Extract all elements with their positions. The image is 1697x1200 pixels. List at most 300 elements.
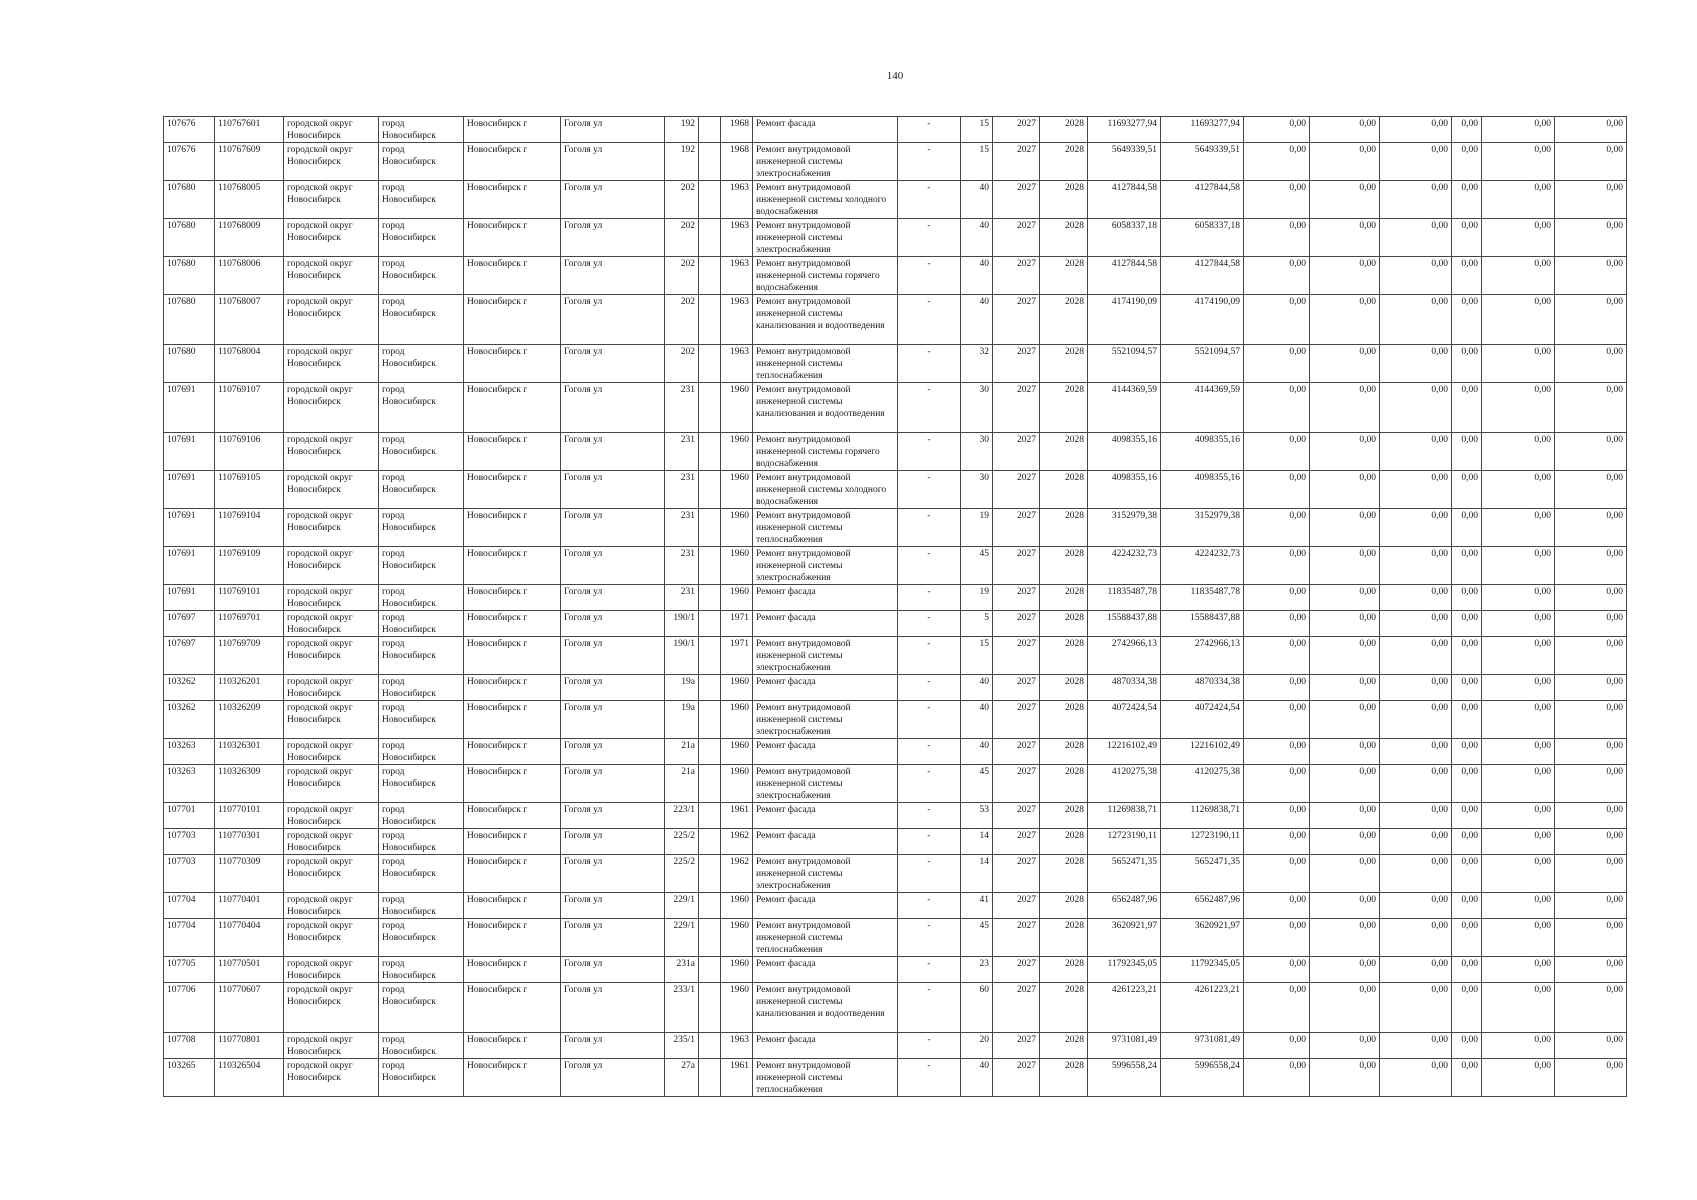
dash-cell: - (898, 143, 961, 181)
work-code-cell: 110769709 (215, 637, 284, 675)
house-number-cell: 229/1 (665, 893, 699, 919)
work-type-cell: Ремонт внутридомовой инженерной системы электроснабжения (753, 701, 898, 739)
value-cell-4: 0,00 (1452, 983, 1482, 1033)
city-cell: город Новосибирск (379, 383, 464, 433)
city-cell: город Новосибирск (379, 1059, 464, 1097)
work-type-cell: Ремонт внутридомовой инженерной системы теплоснабжения (753, 345, 898, 383)
value-cell-1: 0,00 (1244, 675, 1310, 701)
value-cell-5: 0,00 (1482, 701, 1555, 739)
record-id-cell: 107691 (164, 433, 215, 471)
end-year-cell: 2028 (1040, 383, 1088, 433)
value-cell-5: 0,00 (1482, 957, 1555, 983)
city-cell: город Новосибирск (379, 739, 464, 765)
work-type-cell: Ремонт внутридомовой инженерной системы электроснабжения (753, 765, 898, 803)
value-cell-3: 0,00 (1380, 919, 1452, 957)
house-number-cell: 235/1 (665, 1033, 699, 1059)
start-year-cell: 2027 (993, 117, 1040, 143)
dash-cell: - (898, 739, 961, 765)
quantity-cell: 20 (961, 1033, 993, 1059)
value-cell-3: 0,00 (1380, 509, 1452, 547)
total-cost-cell: 12723190,11 (1088, 829, 1161, 855)
value-cell-5: 0,00 (1482, 855, 1555, 893)
value-cell-4: 0,00 (1452, 143, 1482, 181)
value-cell-4: 0,00 (1452, 919, 1482, 957)
table-row (164, 585, 1627, 611)
street-cell: Гоголя ул (561, 701, 665, 739)
empty-cell (699, 983, 721, 1033)
house-number-cell: 190/1 (665, 611, 699, 637)
value-cell-4: 0,00 (1452, 383, 1482, 433)
value-cell-3: 0,00 (1380, 345, 1452, 383)
table-row (164, 471, 1627, 509)
value-cell-6: 0,00 (1555, 345, 1627, 383)
work-code-cell: 110768009 (215, 219, 284, 257)
empty-cell (699, 181, 721, 219)
value-cell-1: 0,00 (1244, 1033, 1310, 1059)
value-cell-2: 0,00 (1310, 675, 1380, 701)
value-cell-6: 0,00 (1555, 1033, 1627, 1059)
dash-cell: - (898, 893, 961, 919)
total-cost-cell: 4261223,21 (1088, 983, 1161, 1033)
record-id-cell: 107691 (164, 471, 215, 509)
start-year-cell: 2027 (993, 957, 1040, 983)
value-cell-1: 0,00 (1244, 1059, 1310, 1097)
district-cell: городской округ Новосибирск (284, 855, 379, 893)
city-cell: город Новосибирск (379, 983, 464, 1033)
empty-cell (699, 547, 721, 585)
table-row (164, 1033, 1627, 1059)
house-number-cell: 231 (665, 585, 699, 611)
fund-cost-cell: 6562487,96 (1161, 893, 1244, 919)
value-cell-6: 0,00 (1555, 295, 1627, 345)
total-cost-cell: 4127844,58 (1088, 181, 1161, 219)
value-cell-1: 0,00 (1244, 611, 1310, 637)
work-code-cell: 110769109 (215, 547, 284, 585)
district-cell: городской округ Новосибирск (284, 701, 379, 739)
record-id-cell: 103262 (164, 701, 215, 739)
dash-cell: - (898, 983, 961, 1033)
end-year-cell: 2028 (1040, 1059, 1088, 1097)
work-code-cell: 110769105 (215, 471, 284, 509)
district-cell: городской округ Новосибирск (284, 181, 379, 219)
value-cell-2: 0,00 (1310, 547, 1380, 585)
work-type-cell: Ремонт внутридомовой инженерной системы горячего водоснабжения (753, 433, 898, 471)
locality-cell: Новосибирск г (464, 181, 561, 219)
end-year-cell: 2028 (1040, 611, 1088, 637)
value-cell-5: 0,00 (1482, 585, 1555, 611)
build-year-cell: 1960 (721, 893, 753, 919)
empty-cell (699, 829, 721, 855)
build-year-cell: 1968 (721, 143, 753, 181)
value-cell-1: 0,00 (1244, 345, 1310, 383)
work-code-cell: 110769104 (215, 509, 284, 547)
start-year-cell: 2027 (993, 739, 1040, 765)
value-cell-3: 0,00 (1380, 471, 1452, 509)
quantity-cell: 40 (961, 1059, 993, 1097)
total-cost-cell: 11792345,05 (1088, 957, 1161, 983)
table-row (164, 893, 1627, 919)
value-cell-5: 0,00 (1482, 345, 1555, 383)
table-row (164, 701, 1627, 739)
street-cell: Гоголя ул (561, 117, 665, 143)
dash-cell: - (898, 675, 961, 701)
dash-cell: - (898, 471, 961, 509)
value-cell-2: 0,00 (1310, 383, 1380, 433)
quantity-cell: 40 (961, 219, 993, 257)
end-year-cell: 2028 (1040, 675, 1088, 701)
value-cell-3: 0,00 (1380, 829, 1452, 855)
street-cell: Гоголя ул (561, 219, 665, 257)
end-year-cell: 2028 (1040, 143, 1088, 181)
value-cell-4: 0,00 (1452, 433, 1482, 471)
table-row (164, 675, 1627, 701)
value-cell-4: 0,00 (1452, 1033, 1482, 1059)
value-cell-5: 0,00 (1482, 383, 1555, 433)
empty-cell (699, 433, 721, 471)
value-cell-5: 0,00 (1482, 675, 1555, 701)
end-year-cell: 2028 (1040, 803, 1088, 829)
value-cell-5: 0,00 (1482, 893, 1555, 919)
total-cost-cell: 4144369,59 (1088, 383, 1161, 433)
fund-cost-cell: 5521094,57 (1161, 345, 1244, 383)
work-type-cell: Ремонт внутридомовой инженерной системы теплоснабжения (753, 919, 898, 957)
locality-cell: Новосибирск г (464, 1033, 561, 1059)
street-cell: Гоголя ул (561, 919, 665, 957)
start-year-cell: 2027 (993, 547, 1040, 585)
city-cell: город Новосибирск (379, 471, 464, 509)
value-cell-5: 0,00 (1482, 829, 1555, 855)
empty-cell (699, 893, 721, 919)
locality-cell: Новосибирск г (464, 257, 561, 295)
work-type-cell: Ремонт внутридомовой инженерной системы канализования и водоотведения (753, 983, 898, 1033)
city-cell: город Новосибирск (379, 829, 464, 855)
dash-cell: - (898, 803, 961, 829)
locality-cell: Новосибирск г (464, 433, 561, 471)
quantity-cell: 15 (961, 637, 993, 675)
work-type-cell: Ремонт внутридомовой инженерной системы теплоснабжения (753, 1059, 898, 1097)
district-cell: городской округ Новосибирск (284, 219, 379, 257)
house-number-cell: 202 (665, 257, 699, 295)
build-year-cell: 1962 (721, 855, 753, 893)
value-cell-3: 0,00 (1380, 701, 1452, 739)
start-year-cell: 2027 (993, 509, 1040, 547)
build-year-cell: 1960 (721, 547, 753, 585)
district-cell: городской округ Новосибирск (284, 433, 379, 471)
work-code-cell: 110770301 (215, 829, 284, 855)
city-cell: город Новосибирск (379, 611, 464, 637)
page-number: 140 (886, 70, 904, 82)
value-cell-2: 0,00 (1310, 181, 1380, 219)
quantity-cell: 15 (961, 143, 993, 181)
end-year-cell: 2028 (1040, 219, 1088, 257)
house-number-cell: 231 (665, 547, 699, 585)
record-id-cell: 107691 (164, 509, 215, 547)
start-year-cell: 2027 (993, 983, 1040, 1033)
record-id-cell: 107697 (164, 611, 215, 637)
work-code-cell: 110326209 (215, 701, 284, 739)
value-cell-1: 0,00 (1244, 471, 1310, 509)
house-number-cell: 231 (665, 383, 699, 433)
value-cell-4: 0,00 (1452, 765, 1482, 803)
value-cell-1: 0,00 (1244, 547, 1310, 585)
empty-cell (699, 855, 721, 893)
total-cost-cell: 9731081,49 (1088, 1033, 1161, 1059)
work-type-cell: Ремонт внутридомовой инженерной системы канализования и водоотведения (753, 295, 898, 345)
street-cell: Гоголя ул (561, 829, 665, 855)
work-type-cell: Ремонт фасада (753, 117, 898, 143)
build-year-cell: 1960 (721, 433, 753, 471)
dash-cell: - (898, 181, 961, 219)
value-cell-4: 0,00 (1452, 701, 1482, 739)
value-cell-6: 0,00 (1555, 471, 1627, 509)
work-type-cell: Ремонт внутридомовой инженерной системы горячего водоснабжения (753, 257, 898, 295)
value-cell-5: 0,00 (1482, 739, 1555, 765)
street-cell: Гоголя ул (561, 547, 665, 585)
city-cell: город Новосибирск (379, 509, 464, 547)
value-cell-4: 0,00 (1452, 855, 1482, 893)
start-year-cell: 2027 (993, 433, 1040, 471)
work-code-cell: 110768004 (215, 345, 284, 383)
work-type-cell: Ремонт фасада (753, 675, 898, 701)
city-cell: город Новосибирск (379, 433, 464, 471)
value-cell-3: 0,00 (1380, 547, 1452, 585)
value-cell-5: 0,00 (1482, 919, 1555, 957)
work-code-cell: 110326309 (215, 765, 284, 803)
value-cell-5: 0,00 (1482, 1059, 1555, 1097)
district-cell: городской округ Новосибирск (284, 637, 379, 675)
dash-cell: - (898, 509, 961, 547)
start-year-cell: 2027 (993, 675, 1040, 701)
work-code-cell: 110770309 (215, 855, 284, 893)
start-year-cell: 2027 (993, 1033, 1040, 1059)
fund-cost-cell: 4098355,16 (1161, 433, 1244, 471)
end-year-cell: 2028 (1040, 739, 1088, 765)
value-cell-6: 0,00 (1555, 919, 1627, 957)
dash-cell: - (898, 829, 961, 855)
record-id-cell: 103262 (164, 675, 215, 701)
empty-cell (699, 1033, 721, 1059)
value-cell-1: 0,00 (1244, 739, 1310, 765)
value-cell-2: 0,00 (1310, 957, 1380, 983)
end-year-cell: 2028 (1040, 765, 1088, 803)
fund-cost-cell: 12216102,49 (1161, 739, 1244, 765)
table-row (164, 1059, 1627, 1097)
fund-cost-cell: 3152979,38 (1161, 509, 1244, 547)
value-cell-3: 0,00 (1380, 803, 1452, 829)
value-cell-5: 0,00 (1482, 803, 1555, 829)
end-year-cell: 2028 (1040, 701, 1088, 739)
value-cell-3: 0,00 (1380, 739, 1452, 765)
house-number-cell: 192 (665, 117, 699, 143)
value-cell-5: 0,00 (1482, 1033, 1555, 1059)
street-cell: Гоголя ул (561, 893, 665, 919)
value-cell-1: 0,00 (1244, 893, 1310, 919)
value-cell-5: 0,00 (1482, 547, 1555, 585)
table-row (164, 855, 1627, 893)
total-cost-cell: 4120275,38 (1088, 765, 1161, 803)
value-cell-1: 0,00 (1244, 855, 1310, 893)
fund-cost-cell: 4072424,54 (1161, 701, 1244, 739)
fund-cost-cell: 4224232,73 (1161, 547, 1244, 585)
locality-cell: Новосибирск г (464, 919, 561, 957)
value-cell-5: 0,00 (1482, 257, 1555, 295)
street-cell: Гоголя ул (561, 855, 665, 893)
table-row (164, 739, 1627, 765)
end-year-cell: 2028 (1040, 585, 1088, 611)
record-id-cell: 103265 (164, 1059, 215, 1097)
work-code-cell: 110326201 (215, 675, 284, 701)
work-type-cell: Ремонт фасада (753, 1033, 898, 1059)
table-body (164, 117, 1627, 1097)
work-code-cell: 110769106 (215, 433, 284, 471)
value-cell-4: 0,00 (1452, 181, 1482, 219)
locality-cell: Новосибирск г (464, 611, 561, 637)
quantity-cell: 40 (961, 739, 993, 765)
street-cell: Гоголя ул (561, 585, 665, 611)
locality-cell: Новосибирск г (464, 219, 561, 257)
city-cell: город Новосибирск (379, 855, 464, 893)
dash-cell: - (898, 637, 961, 675)
end-year-cell: 2028 (1040, 983, 1088, 1033)
start-year-cell: 2027 (993, 143, 1040, 181)
value-cell-2: 0,00 (1310, 295, 1380, 345)
street-cell: Гоголя ул (561, 675, 665, 701)
dash-cell: - (898, 701, 961, 739)
work-code-cell: 110768007 (215, 295, 284, 345)
street-cell: Гоголя ул (561, 181, 665, 219)
value-cell-4: 0,00 (1452, 611, 1482, 637)
locality-cell: Новосибирск г (464, 637, 561, 675)
district-cell: городской округ Новосибирск (284, 611, 379, 637)
locality-cell: Новосибирск г (464, 675, 561, 701)
value-cell-1: 0,00 (1244, 509, 1310, 547)
house-number-cell: 225/2 (665, 855, 699, 893)
total-cost-cell: 5996558,24 (1088, 1059, 1161, 1097)
work-type-cell: Ремонт внутридомовой инженерной системы электроснабжения (753, 143, 898, 181)
record-id-cell: 103263 (164, 739, 215, 765)
value-cell-1: 0,00 (1244, 983, 1310, 1033)
total-cost-cell: 6058337,18 (1088, 219, 1161, 257)
street-cell: Гоголя ул (561, 765, 665, 803)
value-cell-6: 0,00 (1555, 433, 1627, 471)
house-number-cell: 231 (665, 509, 699, 547)
city-cell: город Новосибирск (379, 701, 464, 739)
value-cell-5: 0,00 (1482, 295, 1555, 345)
value-cell-6: 0,00 (1555, 1059, 1627, 1097)
empty-cell (699, 257, 721, 295)
value-cell-2: 0,00 (1310, 345, 1380, 383)
total-cost-cell: 4098355,16 (1088, 433, 1161, 471)
quantity-cell: 40 (961, 675, 993, 701)
fund-cost-cell: 2742966,13 (1161, 637, 1244, 675)
build-year-cell: 1960 (721, 739, 753, 765)
value-cell-4: 0,00 (1452, 219, 1482, 257)
value-cell-1: 0,00 (1244, 143, 1310, 181)
start-year-cell: 2027 (993, 611, 1040, 637)
district-cell: городской округ Новосибирск (284, 509, 379, 547)
total-cost-cell: 6562487,96 (1088, 893, 1161, 919)
street-cell: Гоголя ул (561, 637, 665, 675)
end-year-cell: 2028 (1040, 829, 1088, 855)
build-year-cell: 1962 (721, 829, 753, 855)
record-id-cell: 107697 (164, 637, 215, 675)
empty-cell (699, 957, 721, 983)
build-year-cell: 1971 (721, 611, 753, 637)
fund-cost-cell: 4127844,58 (1161, 181, 1244, 219)
value-cell-5: 0,00 (1482, 509, 1555, 547)
fund-cost-cell: 4174190,09 (1161, 295, 1244, 345)
work-code-cell: 110326301 (215, 739, 284, 765)
street-cell: Гоголя ул (561, 345, 665, 383)
street-cell: Гоголя ул (561, 143, 665, 181)
record-id-cell: 107680 (164, 295, 215, 345)
work-code-cell: 110770501 (215, 957, 284, 983)
value-cell-6: 0,00 (1555, 509, 1627, 547)
value-cell-6: 0,00 (1555, 855, 1627, 893)
district-cell: городской округ Новосибирск (284, 675, 379, 701)
total-cost-cell: 4127844,58 (1088, 257, 1161, 295)
value-cell-2: 0,00 (1310, 803, 1380, 829)
locality-cell: Новосибирск г (464, 957, 561, 983)
record-id-cell: 107704 (164, 893, 215, 919)
record-id-cell: 107680 (164, 219, 215, 257)
fund-cost-cell: 5996558,24 (1161, 1059, 1244, 1097)
street-cell: Гоголя ул (561, 383, 665, 433)
repair-schedule-table (163, 116, 1627, 1097)
value-cell-1: 0,00 (1244, 957, 1310, 983)
work-type-cell: Ремонт внутридомовой инженерной системы теплоснабжения (753, 509, 898, 547)
value-cell-6: 0,00 (1555, 143, 1627, 181)
house-number-cell: 21а (665, 739, 699, 765)
locality-cell: Новосибирск г (464, 855, 561, 893)
value-cell-3: 0,00 (1380, 1033, 1452, 1059)
value-cell-1: 0,00 (1244, 433, 1310, 471)
end-year-cell: 2028 (1040, 345, 1088, 383)
value-cell-6: 0,00 (1555, 585, 1627, 611)
build-year-cell: 1963 (721, 181, 753, 219)
work-type-cell: Ремонт фасада (753, 585, 898, 611)
fund-cost-cell: 11792345,05 (1161, 957, 1244, 983)
table-row (164, 957, 1627, 983)
quantity-cell: 40 (961, 295, 993, 345)
city-cell: город Новосибирск (379, 117, 464, 143)
quantity-cell: 15 (961, 117, 993, 143)
start-year-cell: 2027 (993, 383, 1040, 433)
value-cell-6: 0,00 (1555, 739, 1627, 765)
value-cell-5: 0,00 (1482, 219, 1555, 257)
start-year-cell: 2027 (993, 765, 1040, 803)
street-cell: Гоголя ул (561, 471, 665, 509)
street-cell: Гоголя ул (561, 739, 665, 765)
total-cost-cell: 4174190,09 (1088, 295, 1161, 345)
value-cell-1: 0,00 (1244, 295, 1310, 345)
fund-cost-cell: 4127844,58 (1161, 257, 1244, 295)
district-cell: городской округ Новосибирск (284, 1059, 379, 1097)
district-cell: городской округ Новосибирск (284, 957, 379, 983)
end-year-cell: 2028 (1040, 181, 1088, 219)
value-cell-6: 0,00 (1555, 701, 1627, 739)
street-cell: Гоголя ул (561, 1059, 665, 1097)
value-cell-2: 0,00 (1310, 611, 1380, 637)
value-cell-3: 0,00 (1380, 257, 1452, 295)
value-cell-5: 0,00 (1482, 983, 1555, 1033)
total-cost-cell: 5521094,57 (1088, 345, 1161, 383)
value-cell-6: 0,00 (1555, 957, 1627, 983)
record-id-cell: 107703 (164, 855, 215, 893)
city-cell: город Новосибирск (379, 675, 464, 701)
fund-cost-cell: 15588437,88 (1161, 611, 1244, 637)
record-id-cell: 107691 (164, 585, 215, 611)
